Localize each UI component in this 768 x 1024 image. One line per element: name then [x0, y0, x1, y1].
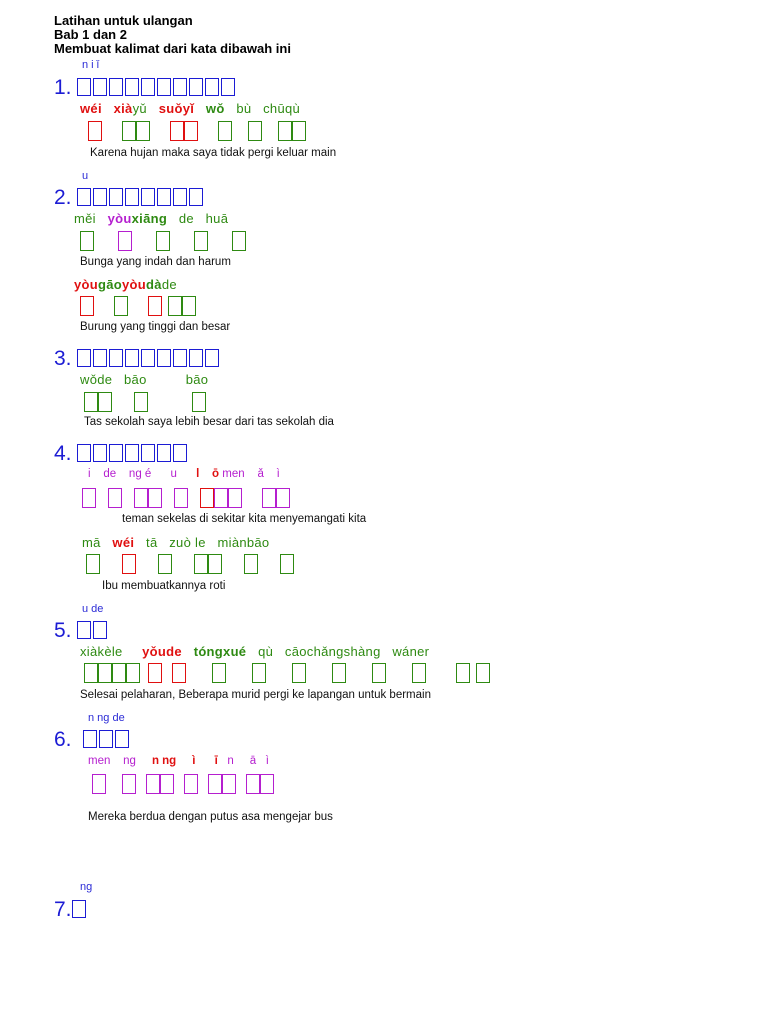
q6-hanzi-boxes — [77, 728, 131, 751]
q4-sub-py-1: wéi — [112, 535, 135, 550]
q4-py-0: i — [88, 468, 91, 480]
q6-py-7: ì — [265, 755, 269, 767]
q2-sub-py-3: dà — [146, 277, 162, 292]
q2-sub-py-2: yòu — [122, 277, 147, 292]
q4-py-5: ō — [212, 468, 220, 480]
q3-translation: Tas sekolah saya lebih besar dari tas sekolah dia — [84, 416, 334, 428]
q5-py-6: wán — [392, 644, 418, 659]
q4-sub-py-2: tā — [146, 535, 158, 550]
q4-hanzi-boxes — [72, 442, 190, 465]
q6-number: 6. — [54, 728, 72, 751]
q2-pinyin-line — [74, 211, 228, 226]
q1-translation: Karena hujan maka saya tidak pergi keluar main — [90, 147, 337, 159]
q5-translation: Selesai pelaharan, Beberapa murid pergi ke lapangan untuk bermain — [80, 689, 431, 701]
q7-top-pinyin: ng — [80, 881, 93, 893]
q2-heading — [54, 186, 205, 210]
q5-py-4: qù — [258, 644, 274, 659]
q7-heading — [54, 898, 88, 922]
q2-glyph-row — [80, 231, 246, 256]
q7-number: 7. — [54, 898, 72, 921]
q5-number: 5. — [54, 619, 72, 642]
q4-py-2: ng é — [128, 468, 152, 480]
q6-translation: Mereka berdua dengan putus asa mengejar bus — [88, 811, 333, 823]
header-line-1: Latihan untuk ulangan — [54, 13, 193, 28]
q3-glyph-row — [84, 392, 206, 417]
q6-pinyin-line — [88, 755, 269, 767]
q5-py-0: xiàkè — [80, 644, 112, 659]
q1-py-3: suǒ — [158, 101, 183, 116]
q4-translation: teman sekelas di sekitar kita menyemangati kita — [122, 513, 367, 525]
header-line-3: Membuat kalimat dari kata dibawah ini — [54, 41, 291, 56]
q5-pinyin-line — [80, 644, 429, 659]
q2-translation: Bunga yang indah dan harum — [80, 256, 231, 268]
q4-py-1: de — [103, 468, 117, 480]
q2-py-0: měi — [74, 211, 96, 226]
q1-pinyin-line — [80, 101, 300, 116]
q1-py-4: yǐ — [182, 101, 195, 116]
q7-hanzi-boxes — [72, 898, 88, 921]
q1-py-2: yǔ — [132, 101, 147, 116]
q2-py-1: yòu — [107, 211, 132, 226]
q4-py-6: men — [222, 468, 245, 480]
q4-sub-glyph-row — [86, 554, 294, 579]
q4-sub-py-0: mā — [82, 535, 101, 550]
q5-py-5: cāochǎngshàng — [284, 644, 381, 659]
q2-hanzi-boxes — [72, 186, 206, 209]
q4-py-4: l — [196, 468, 200, 480]
q2-number: 2. — [54, 186, 72, 209]
q2-py-4: huā — [205, 211, 229, 226]
q2-py-3: de — [178, 211, 194, 226]
q5-hanzi-boxes — [72, 619, 110, 642]
q3-py-2: bāo — [185, 372, 209, 387]
q3-heading — [54, 347, 221, 371]
q5-py-7: er — [417, 644, 430, 659]
q6-py-2: n ng — [151, 755, 177, 767]
q4-heading — [54, 442, 189, 466]
q4-pinyin-line — [88, 468, 280, 480]
q1-number: 1. — [54, 76, 72, 99]
q3-hanzi-boxes — [72, 347, 222, 370]
q6-py-6: ā — [249, 755, 257, 767]
q4-py-7: ǎ — [257, 468, 264, 480]
q2-sub-py-1: gāo — [98, 277, 123, 292]
q5-py-2: yǒude — [142, 644, 182, 659]
q6-py-1: ng — [123, 755, 136, 767]
q2-sub-translation: Burung yang tinggi dan besar — [80, 321, 231, 333]
q6-top-pinyin: n ng de — [88, 712, 125, 724]
q5-glyph-row — [84, 663, 490, 688]
q5-py-1: le — [111, 644, 123, 659]
q6-py-3: ì — [192, 755, 196, 767]
q6-glyph-row — [92, 774, 274, 799]
q4-py-8: ì — [276, 468, 280, 480]
q1-py-0: wéi — [80, 101, 102, 116]
q1-py-6: bù — [236, 101, 252, 116]
q3-number: 3. — [54, 347, 72, 370]
q6-heading — [54, 728, 131, 752]
q2-sub-py-4: de — [161, 277, 177, 292]
q3-py-1: bāo — [124, 372, 147, 387]
q1-py-7: chūqù — [263, 101, 301, 116]
q1-heading — [54, 76, 237, 100]
q3-pinyin-line — [80, 372, 208, 387]
q3-py-0: wǒde — [80, 372, 113, 387]
q5-top-pinyin: u de — [82, 603, 104, 615]
q2-py-2: xiāng — [131, 211, 168, 226]
q5-py-3: tóngxué — [193, 644, 247, 659]
q1-py-1: xià — [113, 101, 133, 116]
q4-sub-py-3: zuò — [169, 535, 192, 550]
q2-top-pinyin: u — [82, 170, 89, 182]
q2-sub-py-0: yòu — [74, 277, 99, 292]
q4-sub-py-4: le — [195, 535, 206, 550]
q4-sub-pinyin-line — [82, 535, 269, 550]
q1-hanzi-boxes — [72, 76, 238, 99]
q6-py-5: n — [227, 755, 234, 767]
q4-number: 4. — [54, 442, 72, 465]
q4-sub-translation: Ibu membuatkannya roti — [102, 580, 226, 592]
header-line-2: Bab 1 dan 2 — [54, 27, 127, 42]
q4-glyph-row — [82, 488, 290, 513]
q6-py-4: ī — [214, 755, 218, 767]
q2-sub-glyph-row — [80, 296, 196, 321]
q4-sub-py-5: miànbāo — [217, 535, 270, 550]
q5-heading — [54, 619, 109, 643]
q1-glyph-row — [88, 121, 306, 146]
q1-py-5: wǒ — [205, 101, 225, 116]
q4-py-3: u — [170, 468, 177, 480]
q1-top-pinyin: n i ǐ — [82, 59, 100, 71]
q6-py-0: men — [88, 755, 111, 767]
q2-sub-pinyin-line — [74, 277, 177, 292]
